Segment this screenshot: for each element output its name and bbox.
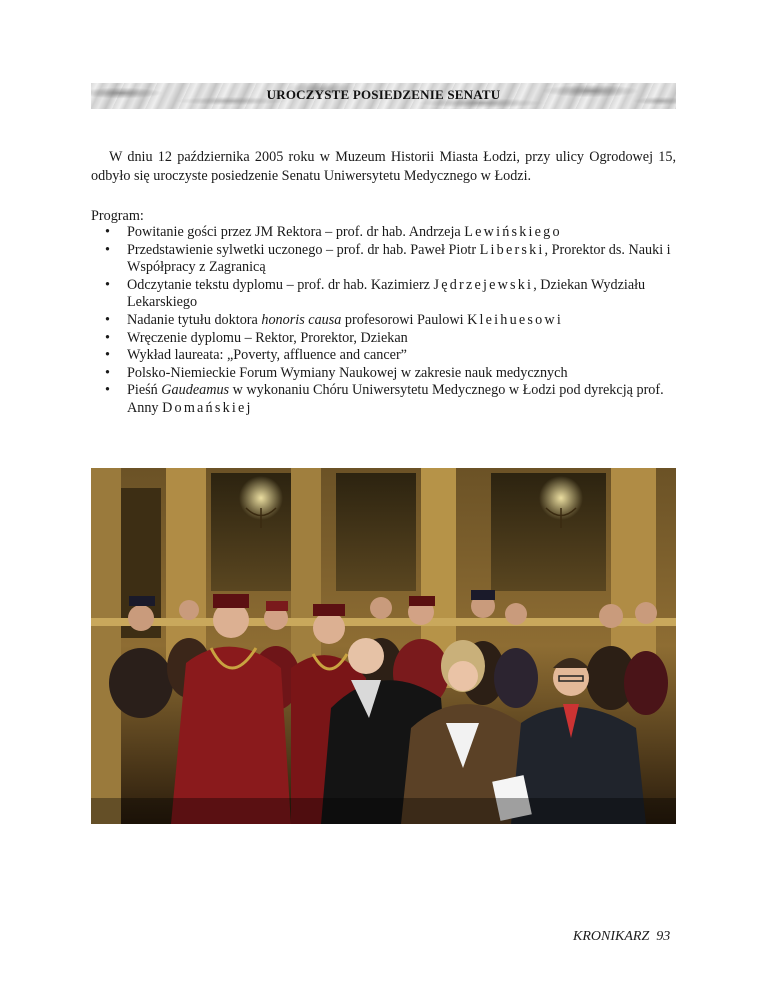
program-item: • Wręczenie dyplomu – Rektor, Prorektor, Dziekan	[91, 330, 676, 348]
program-item: • Odczytanie tekstu dyplomu – prof. dr hab. Kazimierz Jędrzejewski, Dziekan Wydziału Lekarskiego	[91, 277, 676, 312]
program-list	[91, 224, 676, 418]
person-name: Liberski	[479, 241, 545, 258]
program-item: • Przedstawienie sylwetki uczonego – prof. dr hab. Paweł Piotr Liberski, Prorektor ds. Nauki i Współpracy z Zagranicą	[91, 242, 676, 277]
person-name: Lewińskiego	[464, 224, 562, 240]
section-title: UROCZYSTE POSIEDZENIE SENATU	[266, 87, 501, 102]
program-item: • Nadanie tytułu doktora honoris causa profesorowi Paulowi Kleihuesowi	[91, 312, 676, 330]
person-name: Kleihuesowi	[467, 311, 563, 328]
ceremony-photo-illustration	[91, 468, 676, 824]
person-name: Domańskiej	[162, 399, 253, 416]
intro-paragraph: W dniu 12 października 2005 roku w Muzeum Historii Miasta Łodzi, przy ulicy Ogrodowej 15, odbyło się uroczyste posiedzenie Senatu Uniwersytetu Medycznego w Łodzi.	[91, 149, 676, 184]
section-header-banner	[91, 83, 676, 109]
program-item: • Wykład laureata: „Poverty, affluence and cancer”	[91, 347, 676, 365]
page-footer	[573, 929, 670, 945]
publication-name: KRONIKARZ	[573, 929, 650, 944]
program-item: • Powitanie gości przez JM Rektora – prof. dr hab. Andrzeja Lewińskiego	[91, 224, 676, 242]
program-heading: Program:	[91, 208, 144, 224]
program-item: • Pieśń Gaudeamus w wykonaniu Chóru Uniwersytetu Medycznego w Łodzi pod dyrekcją prof. Anny Domańskiej	[91, 382, 676, 417]
ceremony-photo	[91, 468, 676, 824]
program-item: • Polsko-Niemieckie Forum Wymiany Naukowej w zakresie nauk medycznych	[91, 365, 676, 383]
person-name: Jędrzejewski	[433, 276, 534, 293]
page-number: 93	[656, 929, 671, 944]
